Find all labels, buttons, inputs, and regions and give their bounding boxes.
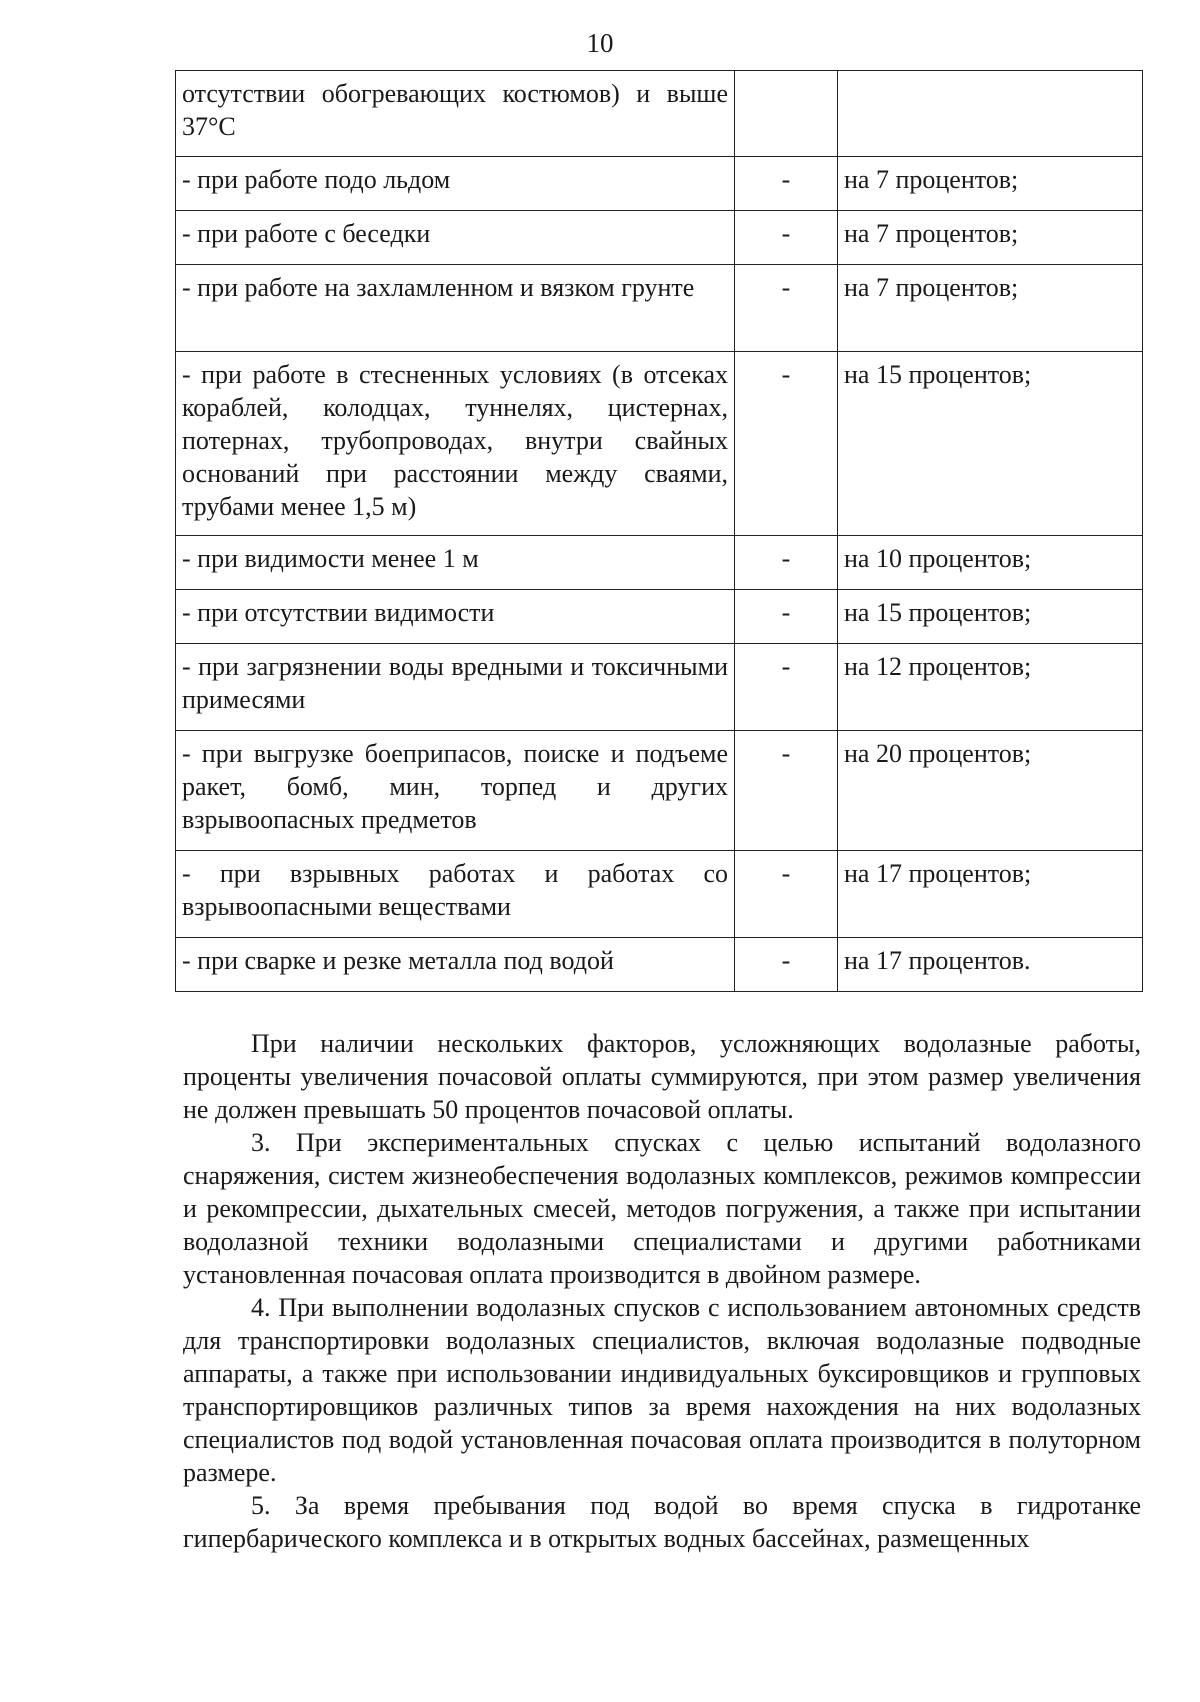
table-row (176, 71, 1143, 157)
increase-cell: на 20 процентов; (838, 731, 1143, 851)
condition-cell: - при работе на захламленном и вязком грунте (176, 265, 735, 352)
increase-cell: на 7 процентов; (838, 265, 1143, 352)
table-row (176, 590, 1143, 644)
table-row (176, 938, 1143, 992)
condition-cell: - при сварке и резке металла под водой (176, 938, 735, 992)
condition-cell: - при видимости менее 1 м (176, 536, 735, 590)
dash-cell: - (735, 265, 838, 352)
dash-cell: - (735, 536, 838, 590)
page-number: 10 (586, 28, 614, 58)
increase-cell: на 15 процентов; (838, 352, 1143, 536)
paragraph: 3. При экспериментальных спусках с целью испытаний водолазного снаряжения, систем жизнеобеспечения водолазных комплексов, режимов компрессии и рекомпрессии, дыхательных смесей, методов погружения, а также при испытании водолазной техники водолазными специалистами и другими работниками установленная почасовая оплата производится в двойном размере. (183, 1128, 1141, 1289)
increase-cell (838, 71, 1143, 157)
increase-cell: на 17 процентов; (838, 851, 1143, 938)
paragraph: 5. За время пребывания под водой во время спуска в гидротанке гипербарического комплекса и в открытых водных бассейнах, размещенных (183, 1491, 1141, 1553)
dash-cell (735, 71, 838, 157)
dash-cell: - (735, 352, 838, 536)
allowance-table (175, 70, 1143, 992)
table-row (176, 157, 1143, 211)
dash-cell: - (735, 851, 838, 938)
table-row (176, 352, 1143, 536)
increase-cell: на 7 процентов; (838, 157, 1143, 211)
increase-cell: на 12 процентов; (838, 644, 1143, 731)
table-row (176, 644, 1143, 731)
condition-cell: - при работе в стесненных условиях (в отсеках кораблей, колодцах, туннелях, цистернах, потернах, трубопроводах, внутри свайных оснований при расстоянии между сваями, трубами менее 1,5 м) (176, 352, 735, 536)
dash-cell: - (735, 938, 838, 992)
condition-cell: - при работе с беседки (176, 211, 735, 265)
increase-cell: на 15 процентов; (838, 590, 1143, 644)
dash-cell: - (735, 157, 838, 211)
table-row (176, 851, 1143, 938)
paragraph: 4. При выполнении водолазных спусков с использованием автономных средств для транспортировки водолазных специалистов, включая водолазные подводные аппараты, а также при использовании индивидуальных буксировщиков и групповых транспортировщиков различных типов за время нахождения на них водолазных специалистов под водой установленная почасовая оплата производится в полуторном размере. (183, 1293, 1141, 1487)
dash-cell: - (735, 644, 838, 731)
condition-cell: - при выгрузке боеприпасов, поиске и подъеме ракет, бомб, мин, торпед и других взрывоопасных предметов (176, 731, 735, 851)
table-row (176, 211, 1143, 265)
dash-cell: - (735, 731, 838, 851)
increase-cell: на 17 процентов. (838, 938, 1143, 992)
table-row (176, 265, 1143, 352)
condition-cell: - при отсутствии видимости (176, 590, 735, 644)
body-text (183, 1027, 1141, 1555)
condition-cell: - при работе подо льдом (176, 157, 735, 211)
condition-cell: отсутствии обогревающих костюмов) и выше 37°C (176, 71, 735, 157)
table-row (176, 731, 1143, 851)
table-row (176, 536, 1143, 590)
dash-cell: - (735, 211, 838, 265)
paragraph: При наличии нескольких факторов, усложняющих водолазные работы, проценты увеличения почасовой оплаты суммируются, при этом размер увеличения не должен превышать 50 процентов почасовой оплаты. (183, 1029, 1141, 1124)
increase-cell: на 7 процентов; (838, 211, 1143, 265)
dash-cell: - (735, 590, 838, 644)
condition-cell: - при загрязнении воды вредными и токсичными примесями (176, 644, 735, 731)
condition-cell: - при взрывных работах и работах со взрывоопасными веществами (176, 851, 735, 938)
increase-cell: на 10 процентов; (838, 536, 1143, 590)
